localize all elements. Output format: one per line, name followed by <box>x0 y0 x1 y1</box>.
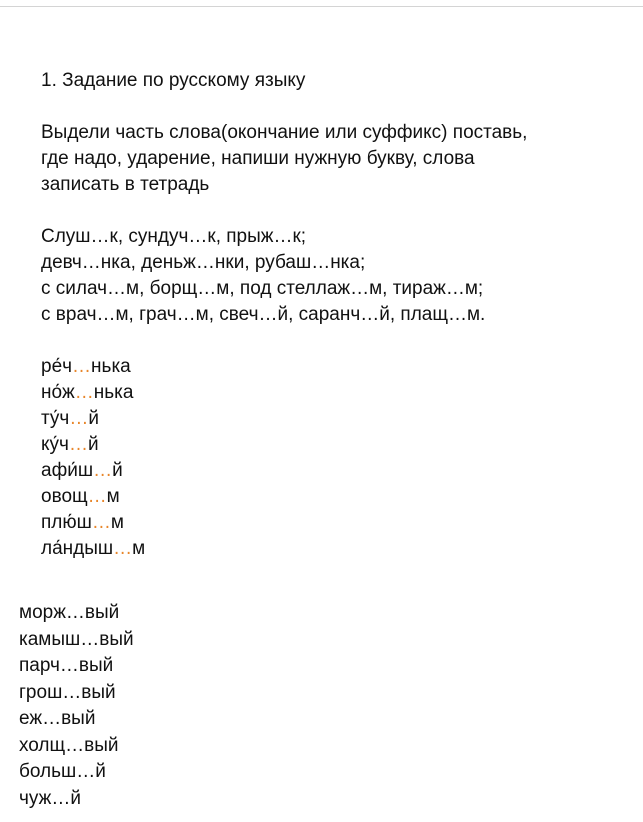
exercise-lines <box>41 224 631 328</box>
exercise-line: Слуш…к, сундуч…к, прыж…к; <box>41 226 307 247</box>
top-divider <box>0 6 643 7</box>
word-start: ла́ндыш <box>41 538 114 559</box>
word-end: нька <box>93 382 134 403</box>
word-end: м <box>132 538 146 559</box>
stressed-word <box>41 484 631 510</box>
adjective-word: чуж…й <box>19 787 81 809</box>
word-start: плю́ш <box>41 512 92 533</box>
word-start: афи́ш <box>41 460 94 481</box>
word-start: ку́ч <box>41 434 69 455</box>
missing-letter-gap: … <box>113 538 133 559</box>
adjective-word-list <box>19 600 134 812</box>
missing-letter-gap: … <box>93 460 113 481</box>
stressed-word <box>41 354 631 380</box>
exercise-line: девч…нка, деньж…нки, рубаш…нка; <box>41 252 366 273</box>
adjective-word: камыш…вый <box>19 628 134 650</box>
missing-letter-gap: … <box>72 356 92 377</box>
word-end: м <box>106 486 120 507</box>
stressed-word <box>41 510 631 536</box>
word-start: но́ж <box>41 382 75 403</box>
adjective-word: морж…вый <box>19 602 120 623</box>
instruction-line: Выдели часть слова(окончание или суффикс) поставь, <box>41 122 528 143</box>
adjective-word: холщ…вый <box>19 734 119 756</box>
stressed-word <box>41 458 631 484</box>
instruction-line: записать в тетрадь <box>41 174 210 195</box>
missing-letter-gap: … <box>74 382 94 403</box>
stressed-word <box>41 406 631 432</box>
word-end: й <box>112 460 123 481</box>
exercise-line: с силач…м, борщ…м, под стеллаж…м, тираж…м; <box>41 278 484 299</box>
missing-letter-gap: … <box>68 434 88 455</box>
task-title: 1. Задание по русскому языку <box>41 70 306 91</box>
task-instructions <box>41 120 631 198</box>
missing-letter-gap: … <box>91 512 111 533</box>
task-block <box>41 68 631 562</box>
word-start: овощ <box>41 486 88 507</box>
word-start: ту́ч <box>41 408 70 429</box>
adjective-word: больш…й <box>19 761 106 782</box>
stressed-word-list <box>41 354 631 562</box>
instruction-line: где надо, ударение, напиши нужную букву, слова <box>41 148 475 169</box>
adjective-word: еж…вый <box>19 708 96 729</box>
exercise-line: с врач…м, грач…м, свеч…й, саранч…й, плащ…м. <box>41 304 486 325</box>
word-end: нька <box>91 356 131 377</box>
stressed-word <box>41 380 631 406</box>
adjective-word: грош…вый <box>19 681 116 703</box>
stressed-word <box>41 432 631 458</box>
missing-letter-gap: … <box>87 486 107 507</box>
word-end: й <box>87 434 99 455</box>
word-end: й <box>88 408 99 429</box>
missing-letter-gap: … <box>69 408 89 429</box>
word-start: ре́ч <box>41 356 73 377</box>
stressed-word <box>41 536 631 562</box>
word-end: м <box>110 512 124 533</box>
adjective-word: парч…вый <box>19 655 114 676</box>
